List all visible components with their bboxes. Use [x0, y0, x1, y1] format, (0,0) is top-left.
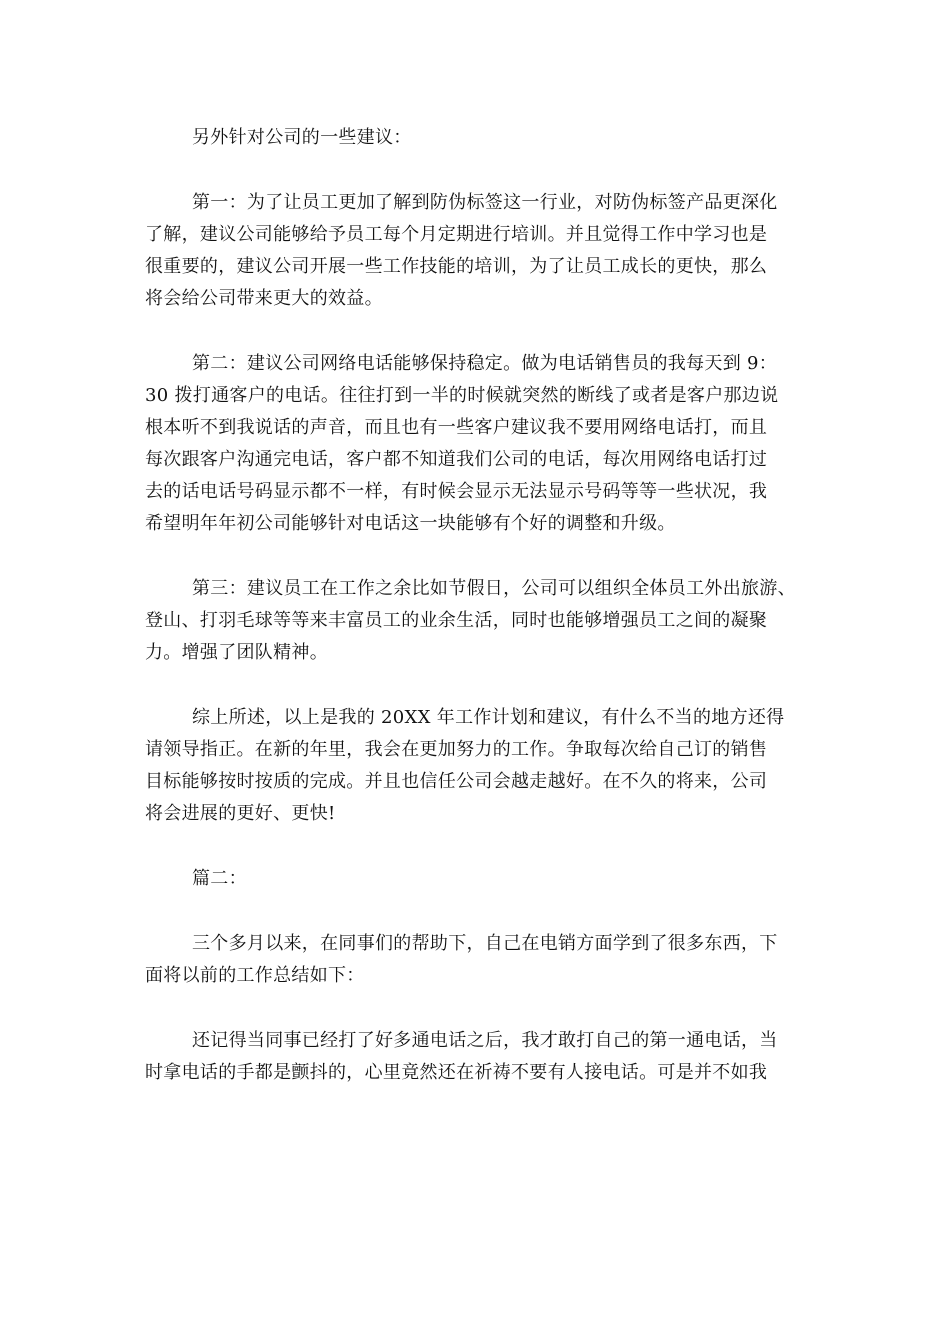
- text-line: 很重要的，建议公司开展一些工作技能的培训，为了让员工成长的更快，那么: [145, 256, 768, 277]
- text-line: 三个多月以来，在同事们的帮助下，自己在电销方面学到了很多东西，下: [192, 933, 778, 954]
- text-line: 希望明年年初公司能够针对电话这一块能够有个好的调整和升级。: [145, 513, 676, 534]
- paragraph-suggestion-three: [145, 573, 810, 669]
- text-line: 将会进展的更好、更快!: [145, 803, 336, 824]
- paragraph-suggestion-two: [145, 348, 810, 540]
- paragraph-suggestion-one: [145, 187, 810, 315]
- paragraph-suggestions-intro: [145, 122, 810, 154]
- text-line: 根本听不到我说话的声音，而且也有一些客户建议我不要用网络电话打，而且: [145, 417, 768, 438]
- text-line: 综上所述，以上是我的 20XX 年工作计划和建议，有什么不当的地方还得: [192, 707, 785, 728]
- text-line: 第三：建议员工在工作之余比如节假日，公司可以组织全体员工外出旅游、: [192, 578, 796, 599]
- text-line: 30 拨打通客户的电话。往往打到一半的时候就突然的断线了或者是客户那边说: [145, 385, 779, 406]
- text-line: 了解，建议公司能够给予员工每个月定期进行培训。并且觉得工作中学习也是: [145, 224, 768, 245]
- text-line: 去的话电话号码显示都不一样，有时候会显示无法显示号码等等一些状况，我: [145, 481, 768, 502]
- text-line: 另外针对公司的一些建议：: [192, 127, 412, 148]
- document-body: [145, 122, 810, 1122]
- text-line: 时拿电话的手都是颤抖的，心里竟然还在祈祷不要有人接电话。可是并不如我: [145, 1062, 768, 1083]
- text-line: 力。增强了团队精神。: [145, 642, 328, 663]
- text-line: 面将以前的工作总结如下：: [145, 965, 365, 986]
- text-line: 目标能够按时按质的完成。并且也信任公司会越走越好。在不久的将来，公司: [145, 771, 768, 792]
- text-line: 登山、打羽毛球等等来丰富员工的业余生活，同时也能够增强员工之间的凝聚: [145, 610, 768, 631]
- paragraph-first-call: [145, 1025, 810, 1089]
- paragraph-summary-intro: [145, 928, 810, 992]
- paragraph-conclusion: [145, 702, 810, 830]
- text-line: 第二：建议公司网络电话能够保持稳定。做为电话销售员的我每天到 9：: [192, 353, 778, 374]
- section-heading-part-two: [145, 863, 810, 895]
- text-line: 将会给公司带来更大的效益。: [145, 288, 383, 309]
- text-line: 还记得当同事已经打了好多通电话之后，我才敢打自己的第一通电话，当: [192, 1030, 778, 1051]
- text-line: 第一：为了让员工更加了解到防伪标签这一行业，对防伪标签产品更深化: [192, 192, 778, 213]
- text-line: 每次跟客户沟通完电话，客户都不知道我们公司的电话，每次用网络电话打过: [145, 449, 768, 470]
- text-line: 篇二：: [192, 868, 247, 889]
- text-line: 请领导指正。在新的年里，我会在更加努力的工作。争取每次给自己订的销售: [145, 739, 768, 760]
